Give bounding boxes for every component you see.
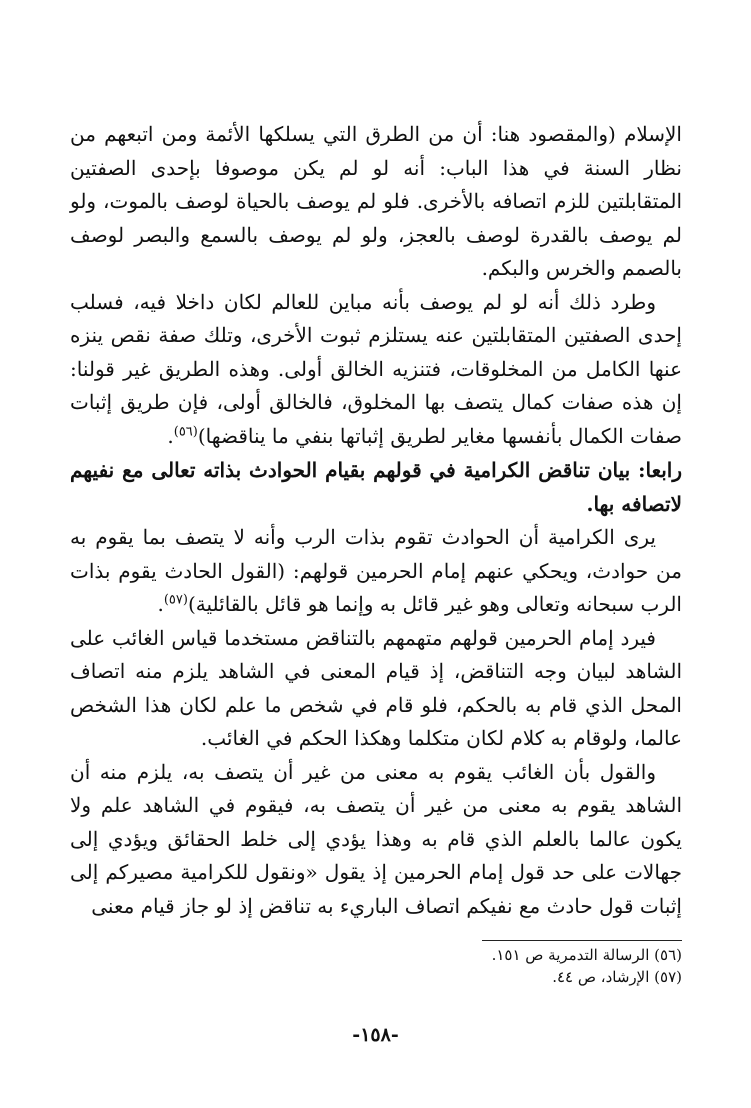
page-number: -١٥٨- bbox=[352, 1024, 399, 1046]
footnote-56: (٥٦) الرسالة التدمرية ص ١٥١. bbox=[491, 946, 682, 964]
paragraph-2: وطرد ذلك أنه لو لم يوصف بأنه مباين للعالم لكان داخلا فيه، فسلب إحدى الصفتين المتقابلتين عنه يستلزم ثبوت الأخرى، وتلك صفة نقص ينزه عنها الكامل من المخلوقات، فتنزيه الخالق أولى. وهذه الطريق غير قولنا: إن هذه صفات كمال يتصف بها المخلوق، فالخالق أولى، فإن طريق إثبات صفات الكمال بأنفسها مغاير لطريق إثباتها بنفي ما يناقضها)$^{(٥٦)}$. bbox=[70, 289, 682, 448]
paragraph-5 bbox=[70, 756, 682, 924]
paragraph-3-text: يرى الكرامية أن الحوادث تقوم بذات الرب وأنه لا يتصف بما يقوم به من حوادث، ويحكي عنهم إمام الحرمين قولهم: (القول الحادث يقوم بذات الرب سبحانه وتعالى وهو غير قائل به وإنما هو قائل بالقائلية) bbox=[70, 525, 682, 616]
section-heading: رابعا: بيان تناقض الكرامية في قولهم بقيام الحوادث بذاته تعالى مع نفيهم لاتصافه بها. bbox=[70, 458, 683, 516]
page-body bbox=[70, 118, 682, 923]
footnote-ref-56[interactable]: (٥٦) bbox=[173, 423, 198, 439]
paragraph-4-text: فيرد إمام الحرمين قولهم متهمهم بالتناقض مستخدما قياس الغائب على الشاهد لبيان وجه التناقض، إذ قيام المعنى في الشاهد يلزم منه اتصاف المحل الذي قام به بالحكم، فلو قام في شخص ما علم لكان هذا الشخص عالما، ولوقام به كلام لكان متكلما وهكذا الحكم في الغائب. bbox=[70, 625, 682, 750]
footnote-57: (٥٧) الإرشاد، ص ٤٤. bbox=[552, 968, 682, 986]
paragraph-2-text: وطرد ذلك أنه لو لم يوصف بأنه مباين للعالم لكان داخلا فيه، فسلب إحدى الصفتين المتقابلتين عنه يستلزم ثبوت الأخرى، وتلك صفة نقص ينزه عنها الكامل من المخلوقات، فتنزيه الخالق أولى. وهذه الطريق غير قولنا: إن هذه صفات كمال يتصف بها المخلوق، فالخالق أولى، فإن طريق إثبات صفات الكمال بأنفسها مغاير لطريق إثباتها بنفي ما يناقضها) bbox=[70, 289, 682, 448]
paragraph-1 bbox=[70, 118, 682, 286]
footnote-ref-57[interactable]: (٥٧) bbox=[163, 592, 188, 608]
footnotes bbox=[70, 944, 682, 988]
paragraph-4 bbox=[70, 622, 682, 756]
paragraph-3: يرى الكرامية أن الحوادث تقوم بذات الرب وأنه لا يتصف بما يقوم به من حوادث، ويحكي عنهم إمام الحرمين قولهم: (القول الحادث يقوم بذات الرب سبحانه وتعالى وهو غير قائل به وإنما هو قائل بالقائلية)$^{(٥٧)}$. bbox=[70, 525, 682, 616]
paragraph-5-text: والقول بأن الغائب يقوم به معنى من غير أن يتصف به، يلزم منه أن الشاهد يقوم به معنى من غير أن يتصف به، فيقوم في الشاهد علم ولا يكون عالما بالعلم الذي قام به وهذا يؤدي إلى خلط الحقائق ويؤدي إلى جهالات على حد قول إمام الحرمين إذ يقول «ونقول للكرامية مصيركم إلى إثبات قول حادث مع نفيكم اتصاف الباريء به تناقض إذ لو جاز قيام معنى bbox=[70, 759, 683, 918]
paragraph-1-text: الإسلام (والمقصود هنا: أن من الطرق التي يسلكها الأئمة ومن اتبعهم من نظار السنة في هذا الباب: أنه لو لم يكن موصوفا بإحدى الصفتين المتقابلتين للزم اتصافه بالأخرى. فلو لم يوصف بالحياة لوصف بالموت، ولو لم يوصف بالقدرة لوصف بالعجز، ولو لم يوصف بالسمع والبصر لوصف بالصمم والخرس والبكم. bbox=[70, 122, 682, 280]
footnote-divider bbox=[482, 940, 682, 941]
